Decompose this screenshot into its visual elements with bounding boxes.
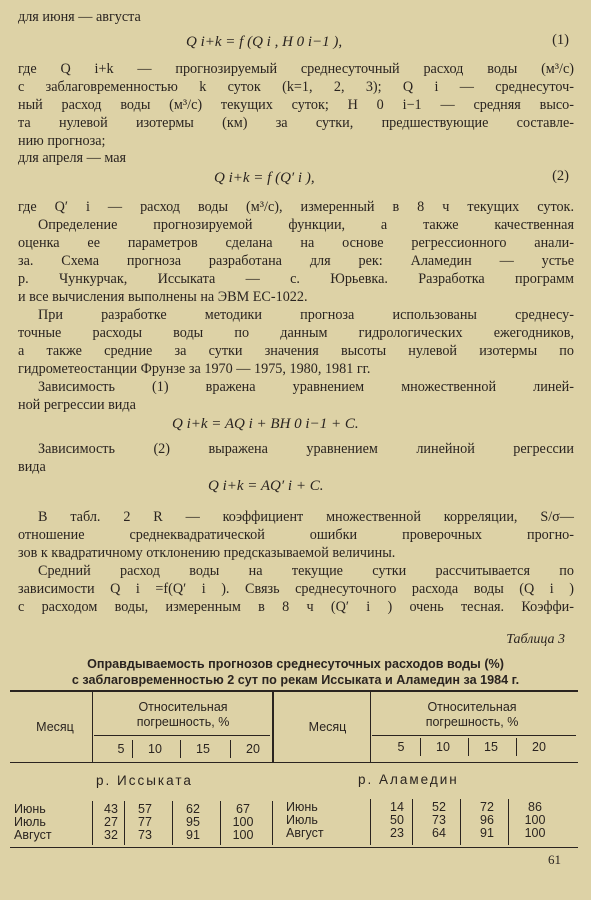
text-line: Определение прогнозируемой функции, а также качественная [38, 217, 574, 233]
header-subrule-left [94, 735, 270, 736]
table-cell-issykata: 73 [138, 828, 152, 842]
threshold-header-left: 20 [246, 742, 260, 756]
table-cell-alamedin: 72 [480, 800, 494, 814]
text-line: а также средние за сутки значения высоты нулевой изотермы по [18, 343, 574, 359]
row-month-left: Июнь [14, 802, 46, 816]
table-cell-issykata: 57 [138, 802, 152, 816]
text-line: за. Схема прогноза разработана для рек: Аламедин — устье [18, 253, 574, 269]
column-divider [516, 738, 517, 756]
table-cell-alamedin: 100 [524, 826, 546, 840]
header-error-line1-right: Относительная [427, 700, 517, 714]
page-number: 61 [548, 852, 561, 867]
text-line: Зависимость (2) выражена уравнением линейной регрессии [38, 441, 574, 457]
column-divider [412, 799, 413, 845]
text-line: зависимости Q i =f(Q′ i ). Связь среднесуточного расхода воды (Q i ) [18, 581, 574, 597]
threshold-header-right: 10 [436, 740, 450, 754]
column-divider [132, 740, 133, 758]
column-divider [172, 801, 173, 845]
table-cell-alamedin: 50 [390, 813, 404, 827]
equation-number-1: (1) [552, 32, 569, 48]
table-cell-alamedin: 14 [390, 800, 404, 814]
header-bottom-rule [10, 762, 578, 763]
header-divider [370, 692, 371, 762]
text-line: ной регрессии вида [18, 397, 136, 413]
text-line: отношение среднеквадратической ошибки проверочных прогно- [18, 527, 574, 543]
river-label-alamedin: р. Аламедин [358, 772, 459, 787]
text-line: Зависимость (1) вражена уравнением множественной линей- [38, 379, 574, 395]
header-divider [92, 692, 93, 762]
table-cell-issykata: 62 [186, 802, 200, 816]
column-divider [468, 738, 469, 756]
column-divider [460, 799, 461, 845]
column-divider [272, 801, 273, 845]
column-divider [220, 801, 221, 845]
text-line: При разработке методики прогноза использованы среднесу- [38, 307, 574, 323]
table-cell-alamedin: 23 [390, 826, 404, 840]
text-line: для апреля — мая [18, 150, 127, 166]
formula-4: Q i+k = AQ′ i + C. [208, 478, 324, 494]
text-line: где Q i+k — прогнозируемый среднесуточный расход воды (м³/с) [18, 61, 574, 77]
row-month-right: Июнь [286, 800, 318, 814]
table-cell-issykata: 95 [186, 815, 200, 829]
text-line: вида [18, 459, 46, 475]
column-divider [508, 799, 509, 845]
threshold-header-left: 10 [148, 742, 162, 756]
column-divider [370, 799, 371, 845]
table-cell-alamedin: 52 [432, 800, 446, 814]
text-line: нию прогноза; [18, 133, 106, 149]
text-line: с расходом воды, измеренным в 8 ч (Q′ i ) очень тесная. Коэффи- [18, 599, 574, 615]
header-subrule-right [372, 735, 576, 736]
river-label-issykata: р. Иссыката [96, 773, 193, 788]
table-cell-alamedin: 64 [432, 826, 446, 840]
threshold-header-right: 20 [532, 740, 546, 754]
text-line: для июня — августа [18, 9, 141, 25]
text-line: зов к квадратичному отклонению предсказываемой величины. [18, 545, 396, 561]
text-line: точные расходы воды по данным гидрологических ежегодников, [18, 325, 574, 341]
text-line: В табл. 2 R — коэффициент множественной корреляции, S/σ— [38, 509, 574, 525]
text-line: гидрометеостанции Фрунзе за 1970 — 1975, 1980, 1981 гг. [18, 361, 371, 377]
text-line: ный расход воды (м³/с) текущих суток; H 0 i−1 — средняя высо- [18, 97, 574, 113]
table-cell-alamedin: 73 [432, 813, 446, 827]
text-line: р. Чункурчак, Иссыката — с. Юрьевка. Разработка программ [18, 271, 574, 287]
threshold-header-right: 5 [397, 740, 405, 754]
header-error-line2-right: погрешность, % [425, 715, 519, 729]
threshold-header-left: 5 [117, 742, 125, 756]
row-month-left: Август [14, 828, 52, 842]
text-line: Средний расход воды на текущие сутки рассчитывается по [38, 563, 574, 579]
table-cell-issykata: 77 [138, 815, 152, 829]
row-month-right: Август [286, 826, 324, 840]
column-divider [230, 740, 231, 758]
table-cell-issykata: 100 [232, 828, 254, 842]
text-line: та нулевой изотермы (км) за сутки, предшествующие составле- [18, 115, 574, 131]
table-center-divider [272, 692, 274, 762]
table-top-rule [10, 690, 578, 692]
table-cell-issykata: 32 [104, 828, 118, 842]
row-month-left: Июль [14, 815, 46, 829]
row-month-right: Июль [286, 813, 318, 827]
threshold-header-right: 15 [484, 740, 498, 754]
table-title-line-2: с заблаговременностью 2 сут по рекам Иссыката и Аламедин за 1984 г. [71, 673, 520, 687]
text-line: оценка ее параметров сделана на основе регрессионного анали- [18, 235, 574, 251]
threshold-header-left: 15 [196, 742, 210, 756]
formula-3: Q i+k = AQ i + BH 0 i−1 + C. [172, 416, 359, 432]
table-cell-issykata: 67 [236, 802, 250, 816]
table-cell-issykata: 91 [186, 828, 200, 842]
table-bottom-rule [10, 847, 578, 848]
text-line: с заблаговременностью k суток (k=1, 2, 3); Q i — среднесуточ- [18, 79, 574, 95]
table-cell-issykata: 43 [104, 802, 118, 816]
table-cell-issykata: 27 [104, 815, 118, 829]
table-cell-alamedin: 91 [480, 826, 494, 840]
table-title-line-1: Оправдываемость прогнозов среднесуточных расходов воды (%) [87, 657, 504, 671]
header-month-left: Месяц [36, 720, 74, 734]
header-month-right: Месяц [308, 720, 347, 734]
formula-2: Q i+k = f (Q′ i ), [214, 170, 315, 186]
table-cell-alamedin: 86 [528, 800, 542, 814]
table-cell-alamedin: 100 [524, 813, 546, 827]
column-divider [124, 801, 125, 845]
table-cell-issykata: 100 [232, 815, 254, 829]
column-divider [180, 740, 181, 758]
table-cell-alamedin: 96 [480, 813, 494, 827]
text-line: где Q′ i — расход воды (м³/с), измеренный в 8 ч текущих суток. [18, 199, 574, 215]
text-line: и все вычисления выполнены на ЭВМ ЕС-1022. [18, 289, 308, 305]
table-caption: Таблица 3 [506, 632, 565, 647]
formula-1: Q i+k = f (Q i , H 0 i−1 ), [186, 34, 343, 50]
header-error-line1-left: Относительная [138, 700, 228, 714]
equation-number-2: (2) [552, 168, 569, 184]
column-divider [92, 801, 93, 845]
column-divider [420, 738, 421, 756]
header-error-line2-left: погрешность, % [136, 715, 230, 729]
